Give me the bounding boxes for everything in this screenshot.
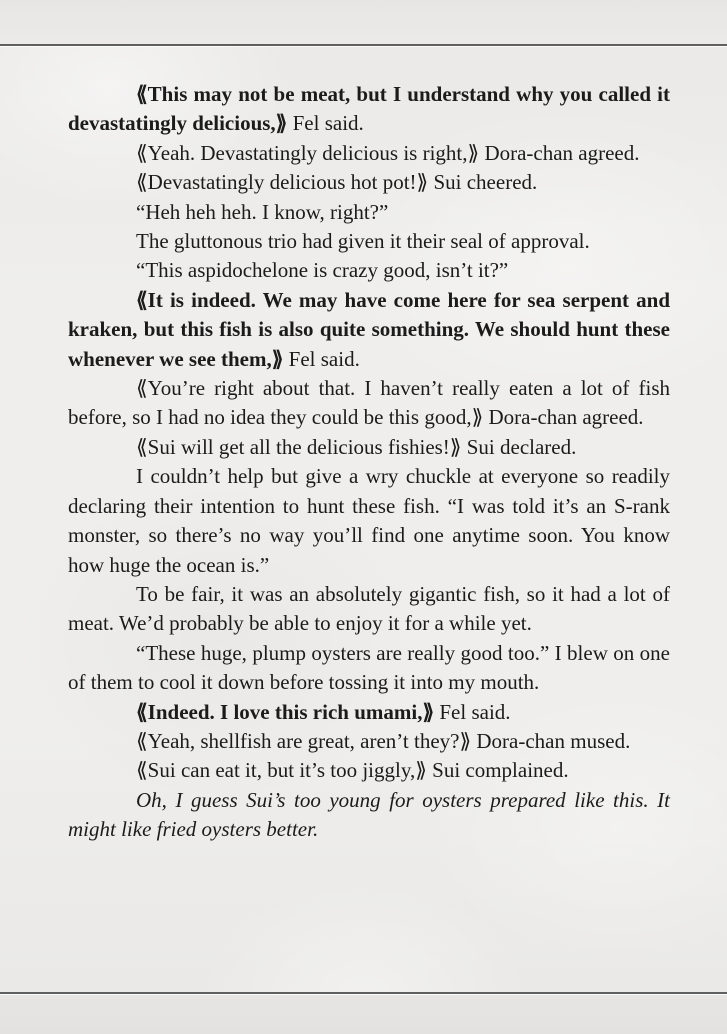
paragraph	[68, 80, 670, 139]
text-segment: I couldn’t help but give a wry chuckle at everyone so readily declaring their intention to hunt these fish. “I was told it’s an S-rank monster, so there’s no way you’ll find one anytime soon. You know how huge the ocean is.”	[68, 464, 670, 577]
text-segment: The gluttonous trio had given it their seal of approval.	[136, 229, 590, 254]
text-segment: ⟪It is indeed. We may have come here for sea serpent and kraken, but this fish is also quite something. We should hunt these whenever we see them,⟫	[68, 287, 670, 371]
paragraph	[68, 433, 670, 462]
paragraph	[68, 139, 670, 168]
paragraph	[68, 698, 670, 727]
paragraph	[68, 227, 670, 256]
page-text	[68, 80, 670, 845]
text-segment: ⟪Yeah. Devastatingly delicious is right,⟫ Dora-chan agreed.	[136, 140, 640, 165]
paragraph	[68, 374, 670, 433]
text-segment: ⟪Devastatingly delicious hot pot!⟫ Sui cheered.	[136, 170, 538, 195]
paragraph	[68, 168, 670, 197]
paragraph	[68, 198, 670, 227]
paragraph	[68, 286, 670, 374]
text-segment: To be fair, it was an absolutely gigantic fish, so it had a lot of meat. We’d probably be able to enjoy it for a while yet.	[68, 581, 670, 636]
text-segment: Fel said.	[287, 111, 364, 136]
text-segment: Fel said.	[283, 346, 360, 371]
text-segment: ⟪You’re right about that. I haven’t really eaten a lot of fish before, so I had no idea they could be this good,⟫ Dora-chan agreed.	[68, 376, 670, 430]
text-segment: ⟪Yeah, shellfish are great, aren’t they?⟫ Dora-chan mused.	[136, 728, 631, 753]
paragraph	[68, 727, 670, 756]
paragraph	[68, 462, 670, 580]
paragraph	[68, 639, 670, 698]
text-segment: Fel said.	[434, 699, 511, 724]
text-segment: “Heh heh heh. I know, right?”	[136, 199, 389, 224]
paragraph	[68, 580, 670, 639]
text-segment: ⟪Sui can eat it, but it’s too jiggly,⟫ Sui complained.	[136, 758, 569, 783]
paragraph	[68, 786, 670, 845]
text-segment: “These huge, plump oysters are really good too.” I blew on one of them to cool it down before tossing it into my mouth.	[68, 640, 670, 695]
text-segment: ⟪Sui will get all the delicious fishies!⟫ Sui declared.	[136, 434, 577, 459]
text-segment: Oh, I guess Sui’s too young for oysters prepared like this. It might like fried oysters better.	[68, 787, 670, 842]
bottom-rule	[0, 992, 727, 994]
text-segment: ⟪This may not be meat, but I understand why you called it devastatingly delicious,⟫	[68, 82, 670, 136]
page-bottom-margin	[0, 995, 727, 1034]
paragraph	[68, 756, 670, 785]
page-top-margin	[0, 0, 727, 44]
text-segment: ⟪Indeed. I love this rich umami,⟫	[136, 699, 435, 724]
text-segment: “This aspidochelone is crazy good, isn’t it?”	[136, 258, 509, 283]
top-rule	[0, 44, 727, 46]
paragraph	[68, 256, 670, 285]
